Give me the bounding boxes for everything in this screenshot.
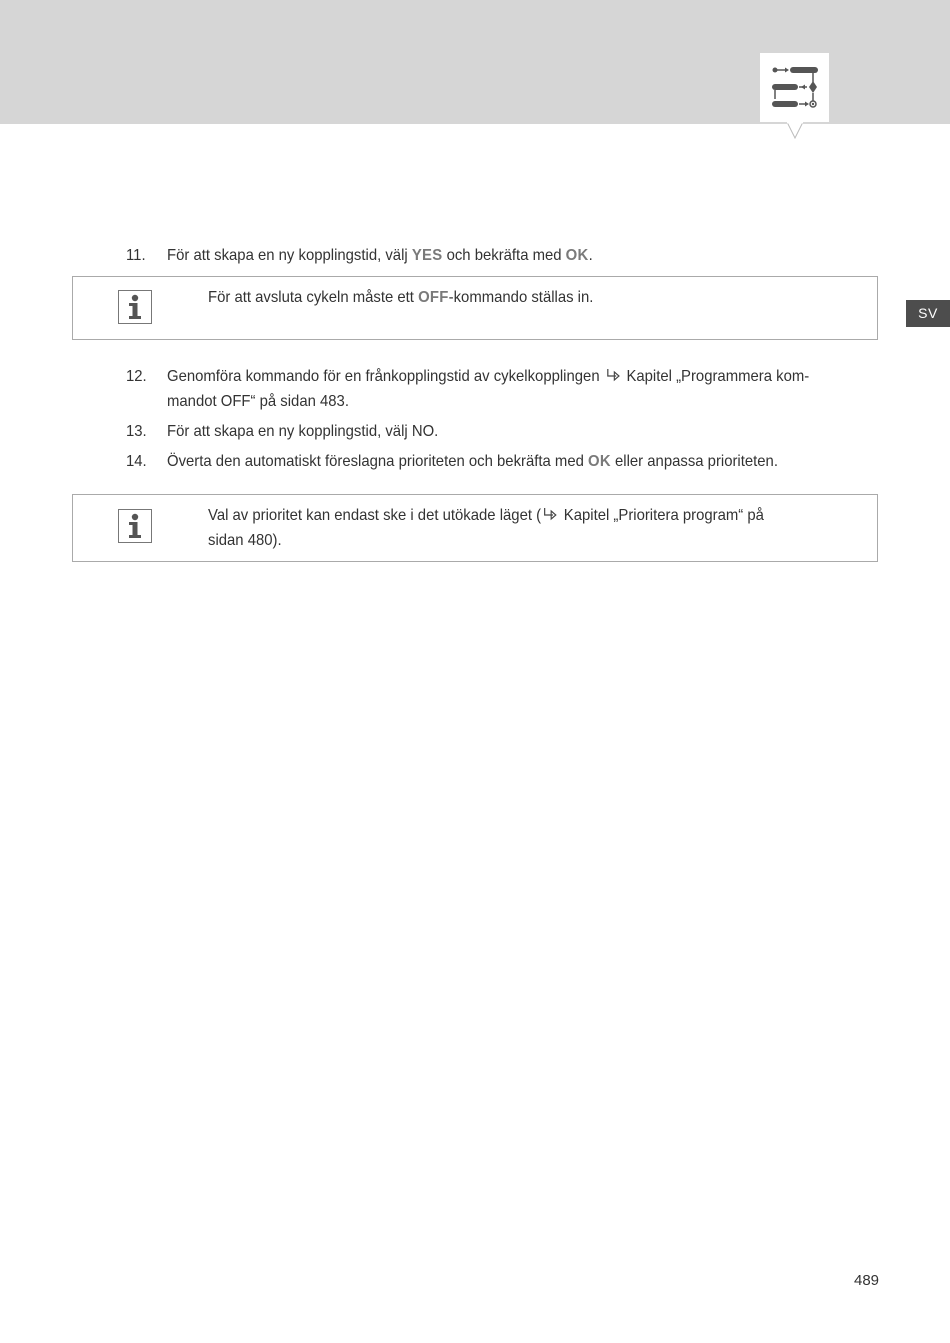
info-note [72,494,878,562]
note-text: Val av prioritet kan endast ske i det utökade läget ( Kapitel „Prioritera program“ på sidan 480). [208,507,764,549]
keyword-off: OFF [418,289,449,306]
chapter-tab [760,53,829,122]
step-number: 14. [126,453,147,470]
info-note [72,276,878,340]
step-text: Överta den automatiskt föreslagna prioriteten och bekräfta med OK eller anpassa prioriteten. [167,453,778,470]
keyword-yes: YES [411,247,443,264]
step-number: 12. [126,368,147,385]
page-number: 489 [854,1272,880,1289]
note-text: För att avsluta cykeln måste ett OFF-kommando ställas in. [208,289,594,306]
arrow-reference-icon [543,507,558,522]
language-tab: SV [906,300,950,327]
info-icon [118,290,152,324]
step-number: 11. [126,247,146,264]
step-text: För att skapa en ny kopplingstid, välj NO. [167,423,439,440]
program-flow-icon [769,62,821,114]
step-number: 13. [126,423,147,440]
step-text: För att skapa en ny kopplingstid, välj YES och bekräfta med OK. [167,247,593,264]
arrow-reference-icon [606,368,621,383]
keyword-ok: OK [587,453,611,470]
step-text: Genomföra kommando för en frånkopplingstid av cykelkopplingen Kapitel „Programmera kom- mandot OFF“ på sidan 483. [167,368,810,410]
info-icon [118,509,152,543]
tab-pointer [787,122,803,140]
keyword-ok: OK [565,247,589,264]
